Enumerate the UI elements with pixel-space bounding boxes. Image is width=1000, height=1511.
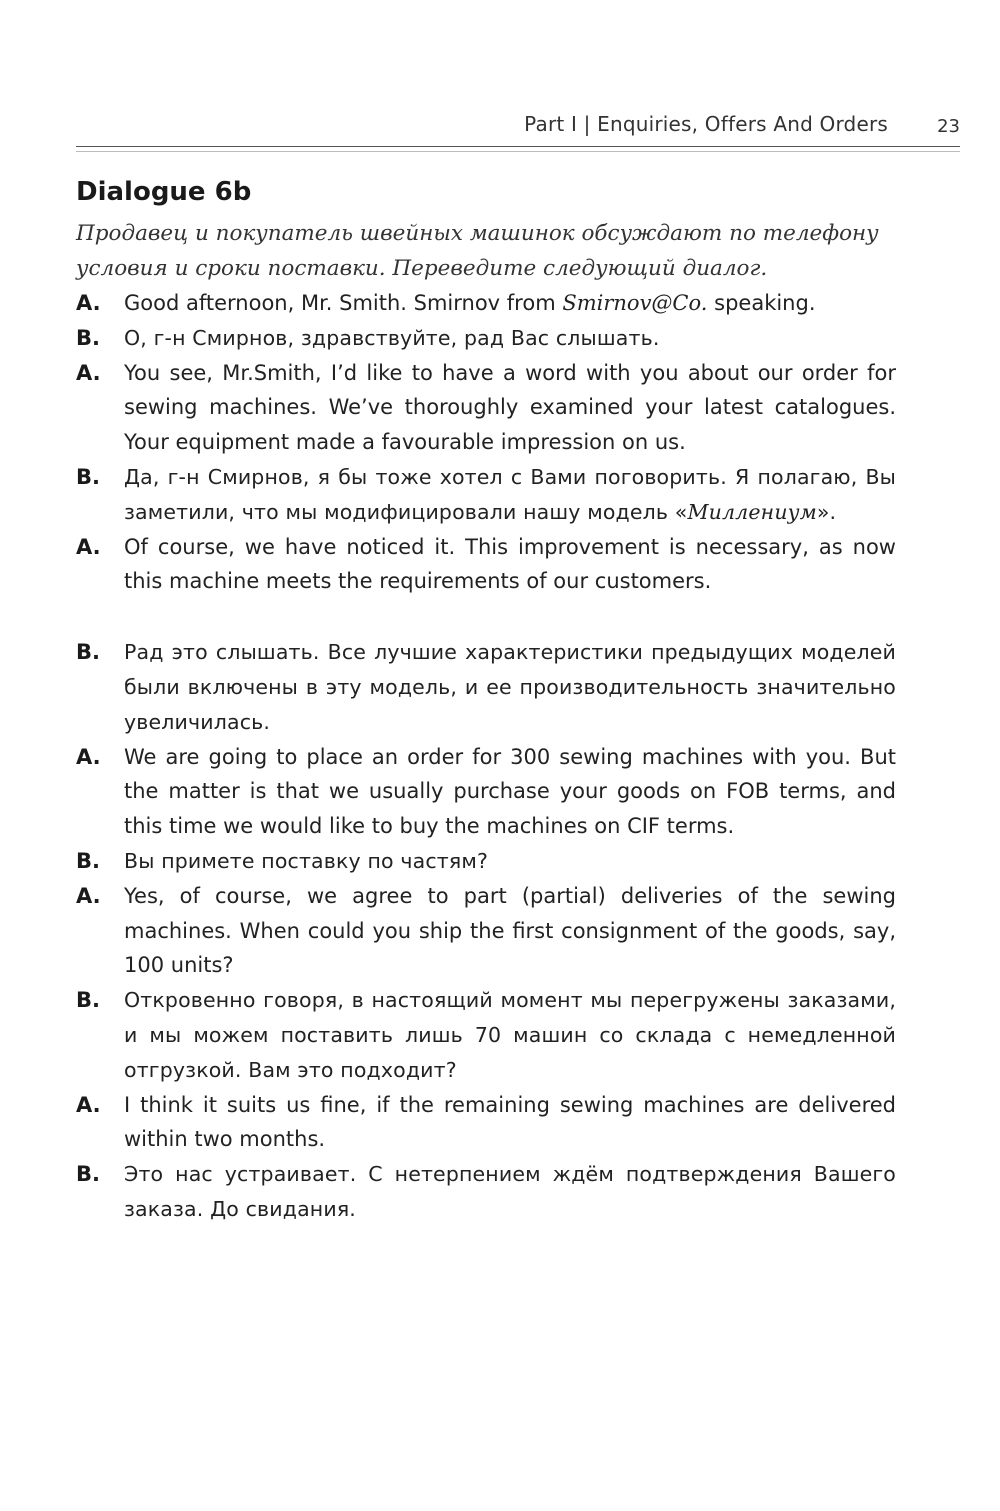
dialogue-turn-7 [76,740,896,844]
speaker-label: A. [76,744,101,769]
page-number: 23 [937,116,960,137]
speaker-label: B. [76,988,100,1013]
utterance-text: Откровенно говоря, в настоящий момент мы перегружены заказами, и мы можем поставить лишь 70 машин со склада с немедленной отгрузкой. Вам это подходит? [124,988,896,1082]
speaker-label: B. [76,640,100,665]
dialogue-turn-6 [76,635,896,739]
speaker-label: B. [76,1162,100,1187]
speaker-label: A. [76,534,101,559]
utterance-text: speaking. [707,291,816,315]
utterance-text: ». [816,499,837,524]
dialogue-turn-1 [76,286,896,321]
dialogue-title: Dialogue 6b [76,177,252,207]
utterance-text: Yes, of course, we agree to part (partial) deliveries of the sewing machines. When could you ship the first consignment of the goods, say, 100 units? [124,883,896,978]
dialogue-turn-4 [76,460,896,530]
speaker-label: A. [76,1092,101,1117]
utterance-text: I think it suits us fine, if the remaining sewing machines are delivered within two months. [124,1092,896,1152]
running-title: Part I | Enquiries, Offers And Orders [524,112,888,136]
dialogue-turn-2 [76,321,896,356]
utterance [124,286,896,321]
speaker-label: B. [76,848,100,873]
dialogue-turn-11 [76,1088,896,1158]
dialogue-turn-9 [76,879,896,983]
utterance-text: Good afternoon, Mr. Smith. Smirnov from [124,291,563,315]
model-name: Миллениум [687,499,817,524]
dialogue-turn-8 [76,844,896,879]
utterance-text: Да, г-н Смирнов, я бы тоже хотел с Вами поговорить. Я полагаю, Вы заметили, что мы модифицировали нашу модель « [124,464,896,524]
dialogue-instruction: Продавец и покупатель швейных машинок обсуждают по телефону условия и сроки поставки. Переведите следующий диалог. [76,221,879,281]
utterance-text: Of course, we have noticed it. This improvement is necessary, as now this machine meets the requirements of our customers. [124,534,896,594]
company-name: Smirnov@Co. [562,291,708,315]
utterance [124,460,896,530]
utterance-text: We are going to place an order for 300 sewing machines with you. But the matter is that we usually purchase your goods on FOB terms, and this time we would like to buy the machines on CIF terms. [124,744,896,839]
header-rule [76,146,960,147]
speaker-label: B. [76,325,100,350]
speaker-label: A. [76,883,101,908]
utterance-text: Это нас устраивает. С нетерпением ждём подтверждения Вашего заказа. До свидания. [124,1162,896,1221]
dialogue-turn-12 [76,1157,896,1227]
paragraph-gap [76,599,896,635]
dialogue-turn-3 [76,356,896,460]
page-content [76,172,896,1227]
running-head [0,112,1000,140]
utterance-text: О, г-н Смирнов, здравствуйте, рад Вас слышать. [124,325,660,350]
speaker-label: A. [76,360,101,385]
utterance-text: You see, Mr.Smith, I’d like to have a word with you about our order for sewing machines. We’ve thoroughly examined your latest catalogues. Your equipment made a favourable impression on us. [124,360,896,455]
header-rule-thin [76,151,960,152]
utterance-text: Рад это слышать. Все лучшие характеристики предыдущих моделей были включены в эту модель, и ее производительность значительно увеличилась. [124,640,896,734]
speaker-label: B. [76,464,100,489]
dialogue-turn-10 [76,983,896,1087]
utterance-text: Вы примете поставку по частям? [124,848,489,873]
speaker-label: A. [76,291,101,315]
dialogue-turn-5 [76,530,896,600]
